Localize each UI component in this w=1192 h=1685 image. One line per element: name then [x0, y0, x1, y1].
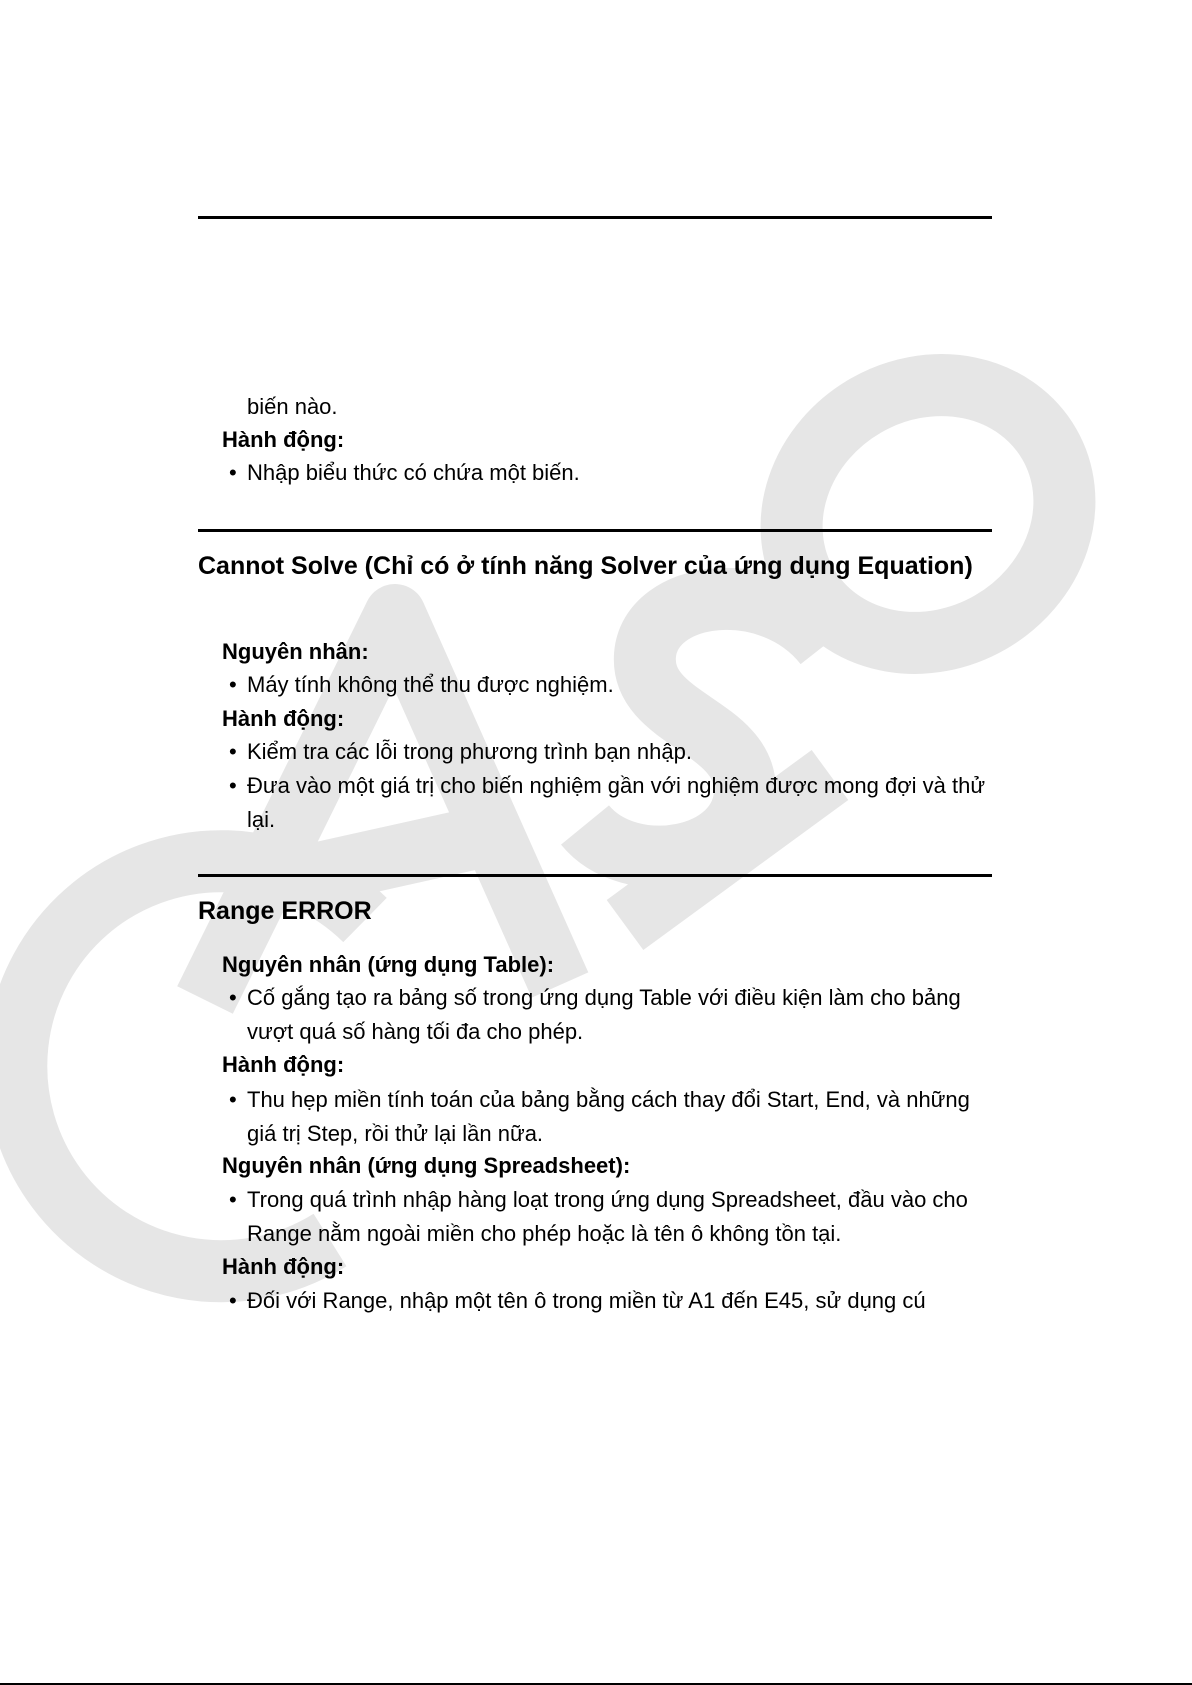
- top-divider: [198, 216, 992, 219]
- bullet-item: • Máy tính không thể thu được nghiệm.: [229, 668, 989, 702]
- bullet-icon: •: [229, 1187, 237, 1212]
- bullet-icon: •: [229, 1288, 237, 1313]
- bullet-item: • Đối với Range, nhập một tên ô trong miền từ A1 đến E45, sử dụng cú: [229, 1284, 989, 1318]
- bullet-icon: •: [229, 773, 237, 798]
- bullet-item: • Trong quá trình nhập hàng loạt trong ứng dụng Spreadsheet, đầu vào cho Range nằm ngoài miền cho phép hoặc là tên ô không tồn tại.: [229, 1183, 989, 1251]
- bullet-icon: •: [229, 1087, 237, 1112]
- section-title: Cannot Solve (Chỉ có ở tính năng Solver của ứng dụng Equation): [198, 552, 973, 580]
- bullet-item: • Cố gắng tạo ra bảng số trong ứng dụng Table với điều kiện làm cho bảng vượt quá số hàng tối đa cho phép.: [229, 981, 989, 1049]
- action-heading: Hành động:: [222, 706, 345, 731]
- bullet-icon: •: [229, 739, 237, 764]
- bullet-item: • Thu hẹp miền tính toán của bảng bằng cách thay đổi Start, End, và những giá trị Step, rồi thử lại lần nữa.: [229, 1083, 989, 1151]
- continuation-text: biến nào.: [247, 394, 338, 419]
- action-heading: Hành động:: [222, 1052, 345, 1077]
- bullet-item: • Đưa vào một giá trị cho biến nghiệm gần với nghiệm được mong đợi và thử lại.: [229, 769, 989, 837]
- section-title: Range ERROR: [198, 897, 372, 925]
- section-divider: [198, 529, 992, 532]
- bullet-icon: •: [229, 460, 237, 485]
- action-heading: Hành động:: [222, 427, 345, 452]
- cause-heading: Nguyên nhân:: [222, 639, 369, 664]
- bullet-icon: •: [229, 672, 237, 697]
- section-divider: [198, 874, 992, 877]
- bullet-item: • Nhập biểu thức có chứa một biến.: [229, 456, 989, 490]
- cause-heading: Nguyên nhân (ứng dụng Spreadsheet):: [222, 1153, 631, 1178]
- cause-heading: Nguyên nhân (ứng dụng Table):: [222, 952, 555, 977]
- bullet-item: • Kiểm tra các lỗi trong phương trình bạn nhập.: [229, 735, 989, 769]
- action-heading: Hành động:: [222, 1254, 345, 1279]
- bullet-icon: •: [229, 985, 237, 1010]
